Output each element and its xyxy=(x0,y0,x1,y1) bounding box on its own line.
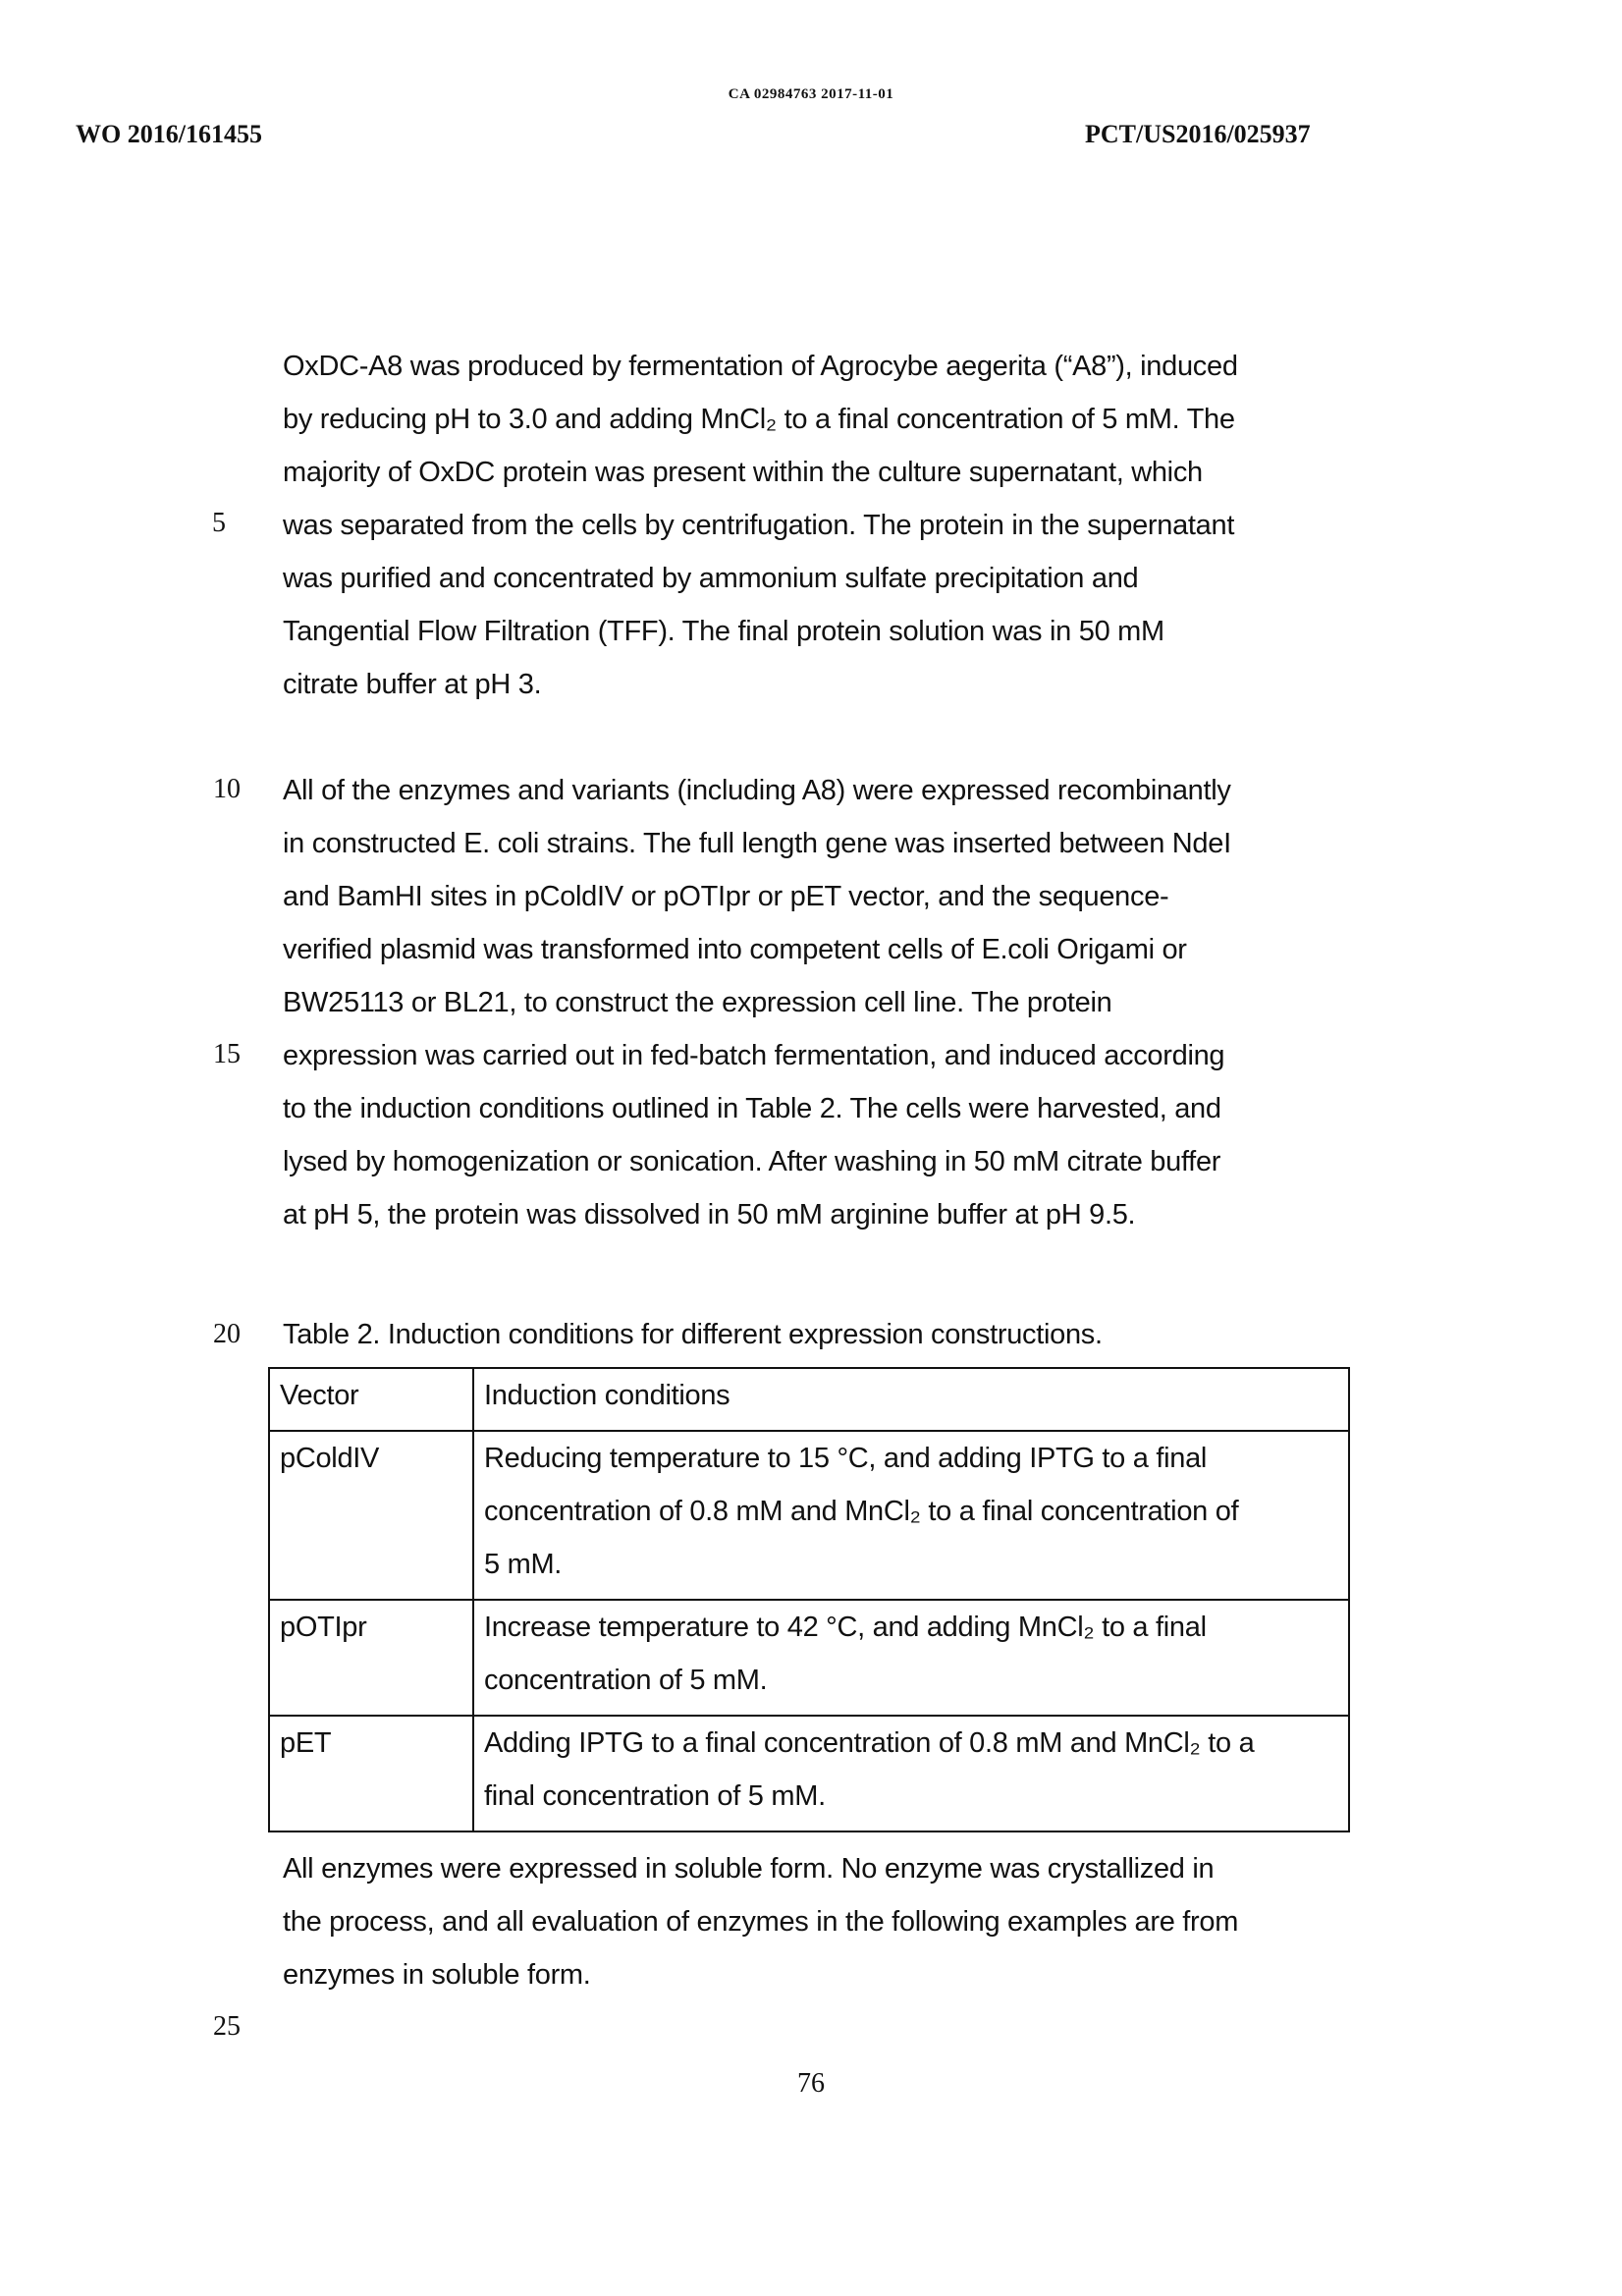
text-line: by reducing pH to 3.0 and adding MnCl₂ to a final concentration of 5 mM. The xyxy=(283,404,1235,435)
text-line: to the induction conditions outlined in Table 2. The cells were harvested, and xyxy=(283,1093,1221,1124)
table-2-caption: Table 2. Induction conditions for different expression constructions. xyxy=(283,1319,1103,1350)
cell-line: Reducing temperature to 15 °C, and adding IPTG to a final xyxy=(484,1443,1208,1474)
cell-line: concentration of 0.8 mM and MnCl₂ to a final concentration of xyxy=(484,1496,1239,1527)
cell-line: concentration of 5 mM. xyxy=(484,1665,768,1696)
text-line: Tangential Flow Filtration (TFF). The final protein solution was in 50 mM xyxy=(283,616,1164,647)
text-line: All enzymes were expressed in soluble form. No enzyme was crystallized in xyxy=(283,1853,1215,1885)
column-header-induction-conditions: Induction conditions xyxy=(473,1368,1349,1431)
cell-induction-conditions xyxy=(473,1716,1349,1831)
text-line: verified plasmid was transformed into competent cells of E.coli Origami or xyxy=(283,934,1187,965)
line-number-5: 5 xyxy=(212,508,226,538)
line-number-10: 10 xyxy=(213,774,241,804)
text-line: the process, and all evaluation of enzymes in the following examples are from xyxy=(283,1906,1239,1938)
cell-induction-conditions xyxy=(473,1600,1349,1716)
ca-stamp: CA 02984763 2017-11-01 xyxy=(728,86,894,102)
cell-vector: pColdIV xyxy=(269,1431,473,1600)
table-row xyxy=(269,1600,1349,1716)
pct-application-number: PCT/US2016/025937 xyxy=(1085,120,1311,148)
paragraph-2 xyxy=(283,764,1353,1241)
cell-vector: pOTIpr xyxy=(269,1600,473,1716)
cell-induction-conditions xyxy=(473,1431,1349,1600)
column-header-vector: Vector xyxy=(269,1368,473,1431)
paragraph-1 xyxy=(283,340,1353,711)
line-number-15: 15 xyxy=(213,1039,241,1069)
line-number-25: 25 xyxy=(213,2011,241,2042)
text-line: expression was carried out in fed-batch fermentation, and induced according xyxy=(283,1040,1225,1071)
table-row xyxy=(269,1716,1349,1831)
table-header-row xyxy=(269,1368,1349,1431)
page-number: 76 xyxy=(797,2068,825,2099)
text-line: at pH 5, the protein was dissolved in 50 mM arginine buffer at pH 9.5. xyxy=(283,1199,1136,1230)
text-line: majority of OxDC protein was present within the culture supernatant, which xyxy=(283,457,1203,488)
cell-vector: pET xyxy=(269,1716,473,1831)
cell-line: 5 mM. xyxy=(484,1549,563,1580)
text-line: in constructed E. coli strains. The full length gene was inserted between NdeI xyxy=(283,828,1231,859)
text-line: was separated from the cells by centrifugation. The protein in the supernatant xyxy=(283,510,1235,541)
text-line: was purified and concentrated by ammonium sulfate precipitation and xyxy=(283,563,1139,594)
text-line: enzymes in soluble form. xyxy=(283,1959,591,1991)
cell-line: Adding IPTG to a final concentration of 0.8 mM and MnCl₂ to a xyxy=(484,1727,1255,1759)
cell-line: final concentration of 5 mM. xyxy=(484,1780,826,1812)
text-line: OxDC-A8 was produced by fermentation of Agrocybe aegerita (“A8”), induced xyxy=(283,351,1238,382)
table-row xyxy=(269,1431,1349,1600)
text-line: and BamHI sites in pColdIV or pOTIpr or pET vector, and the sequence- xyxy=(283,881,1169,912)
table-2 xyxy=(268,1367,1350,1832)
wo-publication-number: WO 2016/161455 xyxy=(76,120,262,148)
text-line: BW25113 or BL21, to construct the expression cell line. The protein xyxy=(283,987,1112,1018)
cell-line: Increase temperature to 42 °C, and adding MnCl₂ to a final xyxy=(484,1612,1207,1643)
text-line: citrate buffer at pH 3. xyxy=(283,669,542,700)
line-number-20: 20 xyxy=(213,1319,241,1349)
paragraph-3 xyxy=(283,1842,1353,2001)
text-line: All of the enzymes and variants (including A8) were expressed recombinantly xyxy=(283,775,1231,806)
text-line: lysed by homogenization or sonication. After washing in 50 mM citrate buffer xyxy=(283,1146,1221,1177)
